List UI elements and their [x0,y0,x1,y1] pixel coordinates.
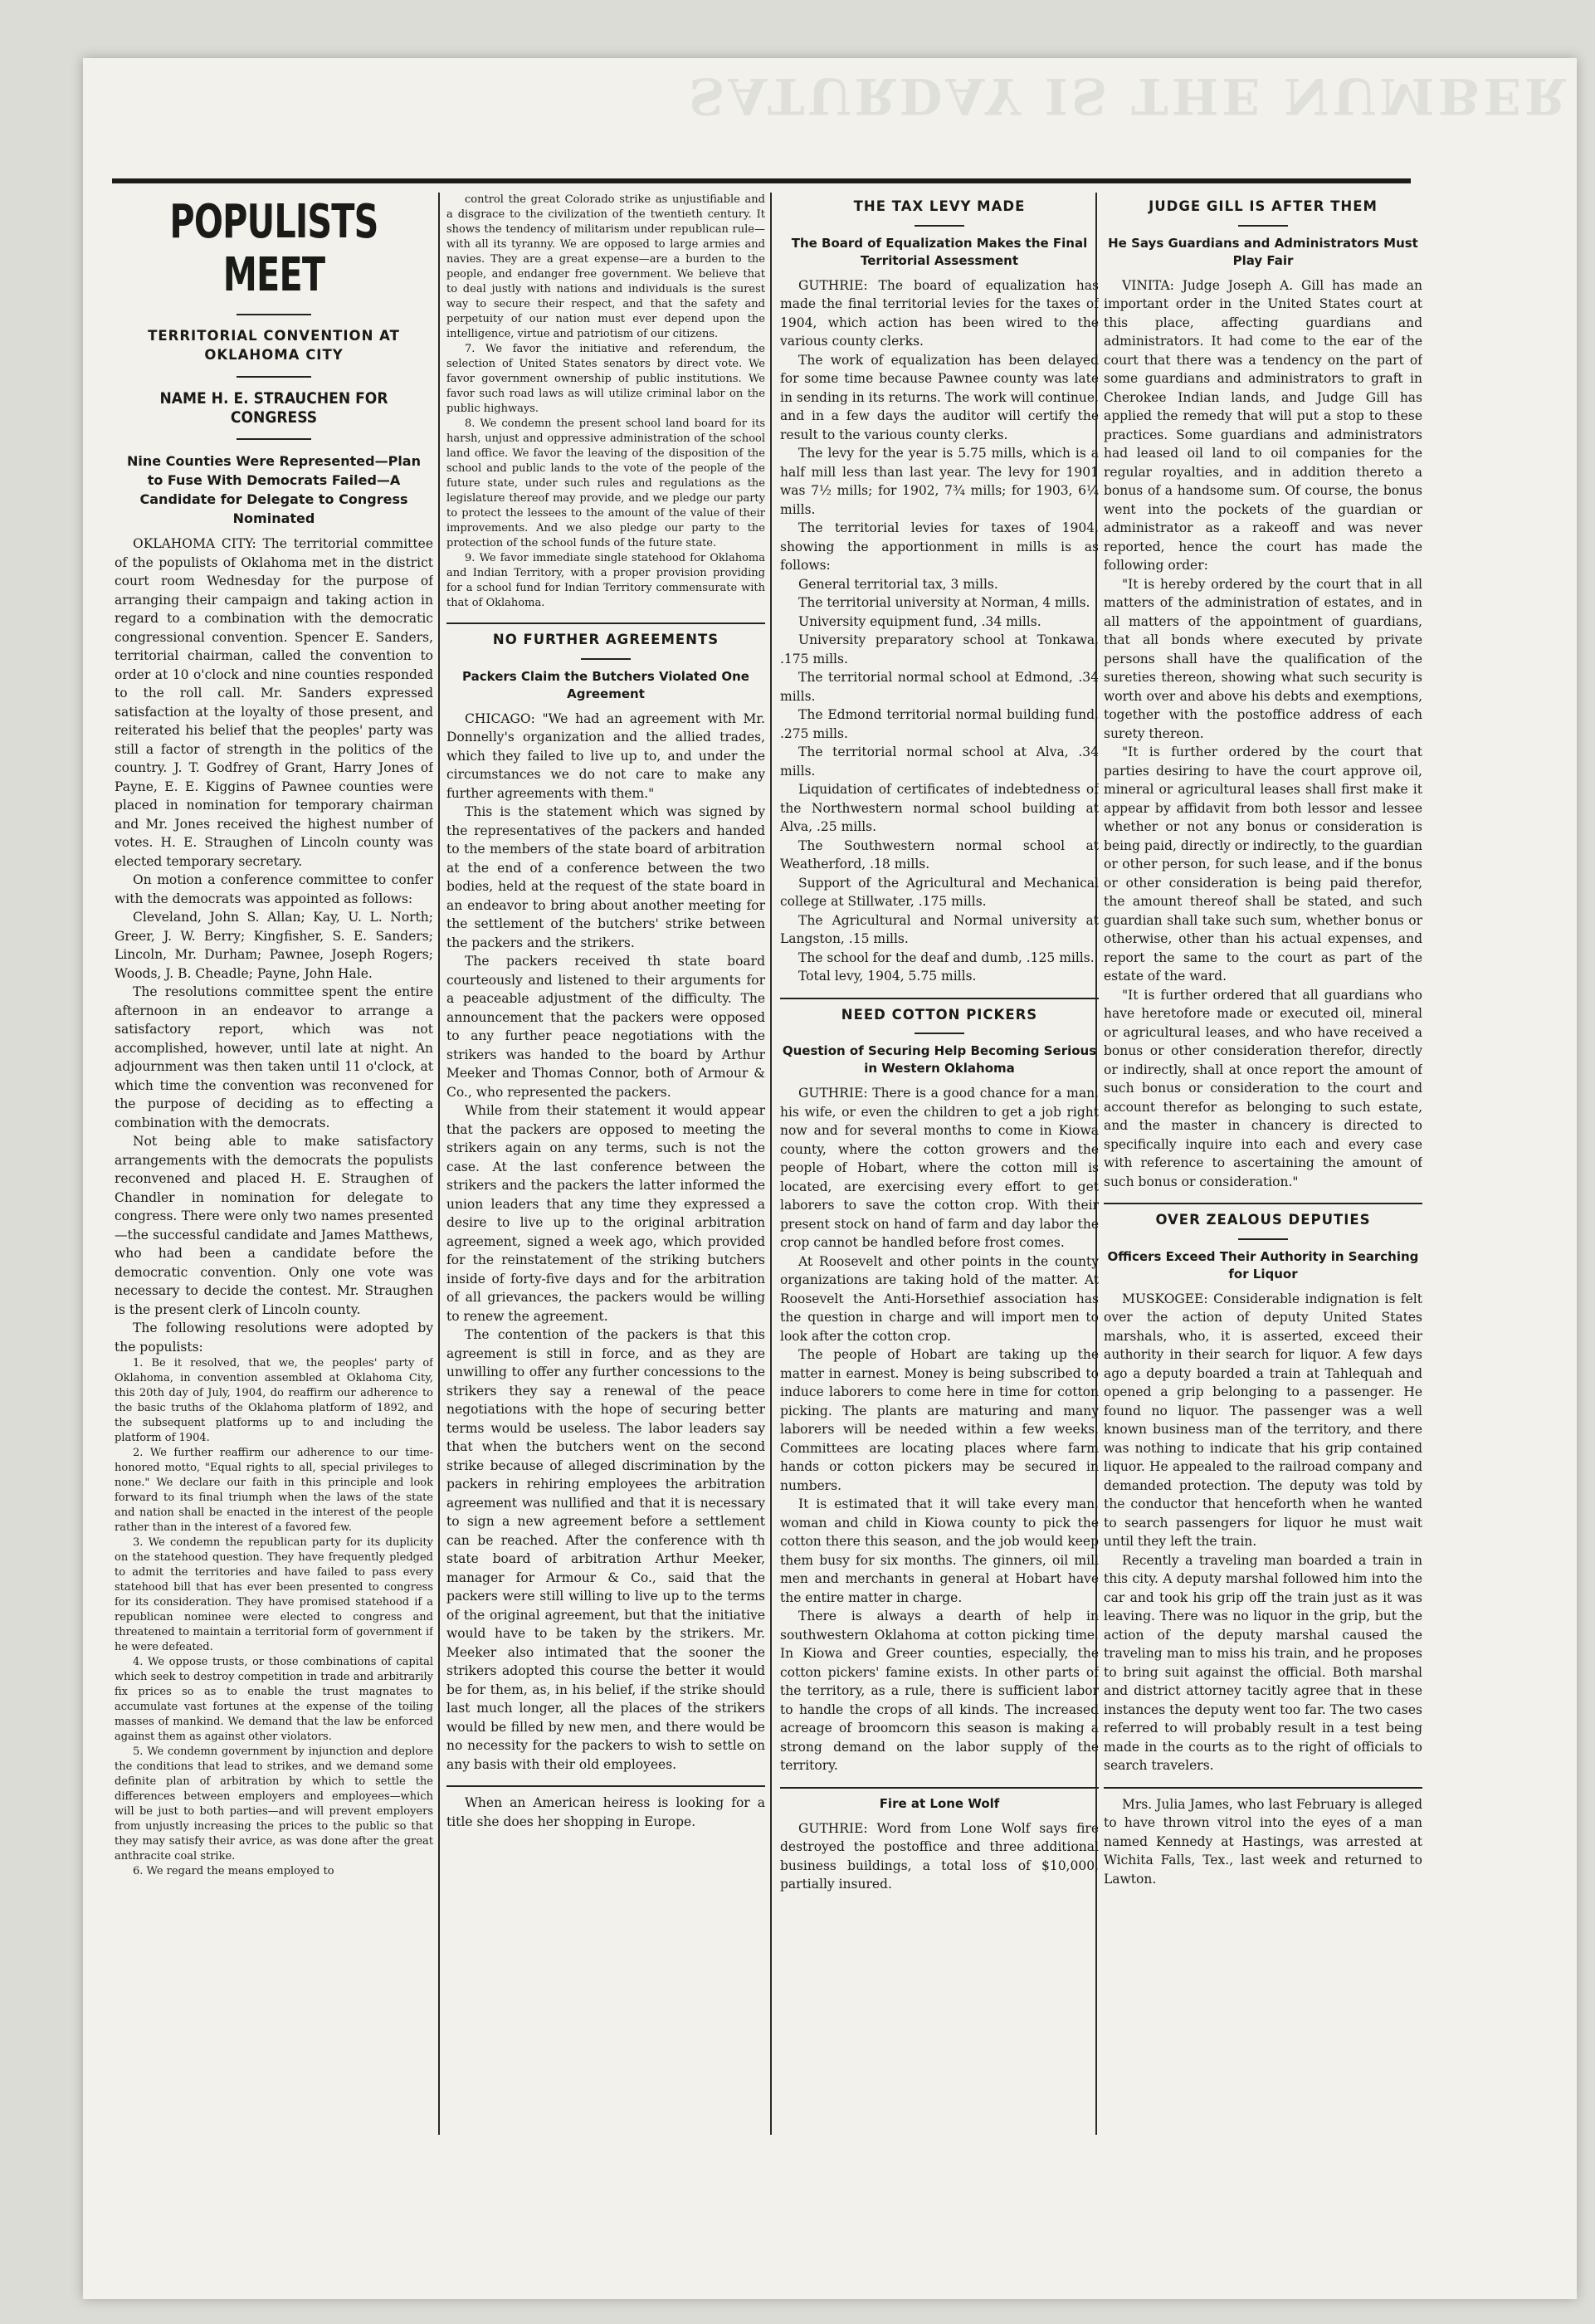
deck-territorial-convention: TERRITORIAL CONVENTION AT OKLAHOMA CITY [148,328,400,363]
paragraph: Cleveland, John S. Allan; Kay, U. L. North; Greer, J. W. Berry; Kingfisher, S. E. Sanders; Lincoln, Mr. Durham; Pawnee, Joseph Rogers; Woods, J. B. Cheadle; Payne, John Hale. [115,910,433,981]
divider [1238,225,1288,227]
deck-guardians: He Says Guardians and Administrators Must Play Fair [1108,235,1418,268]
paragraph: While from their statement it would appear that the packers are opposed to meeting the strikers again on any terms, such is not the case. At the last conference between the strikers and the packers the latter informed the union leaders that any time they expressed a desire to live up to the original arbitration agreement, signed a week ago, which provided for the reinstatement of the striking butchers inside of forty-five days and for the arbitration of all grievances, the packers would be willing to renew the agreement. [446,1103,765,1324]
divider [915,1033,964,1034]
paragraph: The following resolutions were adopted by the populists: [115,1321,433,1355]
levy-item: Liquidation of certificates of indebtedness of the Northwestern normal school building at Alva, .25 mills. [780,782,1099,834]
paragraph: "It is further ordered that all guardians who have heretofore made or executed oil, mineral or agricultural leases, and who have received a bonus or other consideration therefor, directly or indirectly, shall at once report the amount of such bonus or consideration to the court and account therefor as belonging to such estate, and the master in chancery is directed to specifically inquire into each and every case with reference to ascertaining the amount of such bonus or consideration." [1104,987,1422,1189]
paragraph: Mrs. Julia James, who last February is alleged to have thrown vitrol into the eyes of a man named Kennedy at Hastings, was arrested at Wichita Falls, Tex., last week and returned to Lawton. [1104,1796,1422,1887]
column-rule [770,193,772,2135]
deck-summary: Nine Counties Were Represented—Plan to Fuse With Democrats Failed—A Candidate for Delegate to Congress Nominated [126,453,421,526]
resolution: 5. We condemn government by injunction and deplore the conditions that lead to strikes, and we demand some definite plan of arbitration by which to settle the differences between employers and employees—which will be just to both parties—and will prevent employers from unjustly increasing the prices to the public so that they may satisfy their avrice, as was done after the great anthracite coal strike. [115,1745,433,1863]
paragraph: It is estimated that it will take every man, woman and child in Kiowa county to pick the cotton there this season, and the job would keep them busy for six months. The ginners, oil mill men and merchants in general at Hobart have the entire matter in charge. [780,1496,1099,1605]
paragraph: VINITA: Judge Joseph A. Gill has made an important order in the United States court at this place, affecting guardians and administrators. It had come to the ear of the court that there was a tendency on the part of some guardians and administrators to graft in Cherokee Indian lands, and Judge Gill has applied the remedy that will put a stop to these practices. Some guardians and administrators had leased oil land to oil companies for the regular royalties, and in addition thereto a bonus of a handsome sum. Of course, the bonus went into the pockets of the guardian or administrator as a rakeoff and was never reported, hence the court has made the following order: [1104,277,1422,573]
paragraph: At Roosevelt and other points in the county organizations are taking hold of the matter. At Roosevelt the Anti-Horsethief association has the question in charge and will import men to look after the cotton crop. [780,1253,1099,1344]
paragraph: The contention of the packers is that this agreement is still in force, and as they are unwilling to offer any further concessions to the strikers they say a renewal of the peace negotiations with the hope of securing better terms would be useless. The labor leaders say that when the butchers went on the second strike because of alleged discrimination by the packers in rehiring employees the arbitration agreement was nullified and that it is necessary to sign a new agreement before a settlement can be reached. After the conference with th state board of arbitration Arthur Meeker, manager for Armour & Co., said that the packers were still willing to live up to the terms of the original agreement, but that the initiative would have to be taken by the strikers. Mr. Meeker also intimated that the sooner the strikers adopted this course the better it would be for them, as, in his belief, if the strike should last much longer, all the places of the strikers would be filled by new men, and there would be no necessity for the packers to wish to settle on any basis with their old employees. [446,1327,765,1772]
levy-item: Total levy, 1904, 5.75 mills. [798,969,977,984]
paragraph: MUSKOGEE: Considerable indignation is felt over the action of deputy United States marshals, who, it is asserted, exceed their authority in their search for liquor. A few days ago a deputy boarded a train at Tahlequah and opened a grip belonging to a passenger. He found no liquor. The passenger was a well known business man of the territory, and there was nothing to indicate that his grip contained liquor. He appealed to the railroad company and demanded protection. The deputy was told by the conductor that henceforth when he wanted to search passengers for liquor he must wait until they left the train. [1104,1291,1422,1549]
deck-cotton: Question of Securing Help Becoming Serious in Western Oklahoma [782,1043,1097,1076]
deck-equalization: The Board of Equalization Makes the Final Territorial Assessment [791,235,1088,268]
headline-fire: Fire at Lone Wolf [879,1795,1000,1811]
deck-congress: NAME H. E. STRAUCHEN FOR CONGRESS [159,389,388,427]
paragraph: Recently a traveling man boarded a train in this city. A deputy marshal followed him into the car and took his grip off the train just as it was leaving. There was no liquor in the grip, but the action of the deputy marshal caused the traveling man to miss his train, and he proposes to bring suit against the official. Both marshal and district attorney tacitly agree that in these instances the deputy went too far. The two cases referred to will probably result in a test being made in the courts as to the right of officials to search travelers. [1104,1552,1422,1773]
headline-populists: POPULISTS MEET [169,195,378,302]
column-rule [438,193,440,2135]
section-rule [780,998,1099,999]
paragraph: Not being able to make satisfactory arrangements with the democrats the populists reconvened and placed H. E. Straughen of Chandler in nomination for delegate to congress. There were only two names presented—the successful candidate and James Matthews, who had been a candidate before the democratic convention. Only one vote was necessary to decide the contest. Mr. Straughen is the present clerk of Lincoln county. [115,1134,433,1317]
divider [1238,1238,1288,1240]
divider [237,438,311,440]
paragraph: "It is hereby ordered by the court that in all matters of the administration of estates, and in all matters of the appointment of guardians, that all bonds where executed by private persons shall have the qualification of the sureties thereon, showing what such security is worth over and above his debts and exemptions, together with the postoffice address of each surety thereon. [1104,576,1422,741]
deck-packers: Packers Claim the Butchers Violated One Agreement [462,668,749,701]
levy-item: The Edmond territorial normal building fund, .275 mills. [780,707,1099,741]
divider [237,376,311,378]
levy-item: The territorial normal school at Edmond, .34 mills. [780,670,1099,704]
section-rule [446,622,765,624]
section-rule [1104,1203,1422,1204]
levy-item: The Southwestern normal school at Weatherford, .18 mills. [780,837,1099,872]
levy-item: General territorial tax, 3 mills. [798,576,998,592]
resolution: 4. We oppose trusts, or those combinations of capital which seek to destroy competition in trade and arbitrarily fix prices so as to enable the trust magnates to accumulate vast fortunes at the expense of the toiling masses of mankind. We demand that the law be enforced against them as against other violators. [115,1656,433,1743]
levy-item: University preparatory school at Tonkawa, .175 mills. [780,632,1099,666]
levy-item: The territorial university at Norman, 4 mills. [798,595,1090,610]
resolution: 6. We regard the means employed to [133,1865,334,1877]
column-2 [446,193,765,2135]
headline-deputies: OVER ZEALOUS DEPUTIES [1155,1212,1371,1228]
paragraph: The resolutions committee spent the entire afternoon in an endeavor to arrange a satisfactory report, which was not accomplished, however, until late at night. An adjournment was then taken until 11 o'clock, at which time the convention was reconvened for the purpose of deciding as to effecting a combination with the democrats. [115,984,433,1130]
levy-item: Support of the Agricultural and Mechanical college at Stillwater, .175 mills. [780,875,1099,909]
filler-paragraph: When an American heiress is looking for a title she does her shopping in Europe. [446,1795,765,1829]
paragraph: "It is further ordered by the court that parties desiring to have the court approve oil, mineral or agricultural leases shall first make it appear by affidavit from both lessor and lessee whether or not any bonus or consideration is being paid, directly or indirectly, to the guardian or other person, for such lease, and if the bonus or other consideration is being paid therefor, the amount thereof shall be stated, and such guardian shall take such sum, whether bonus or otherwise, other than his actual expenses, and report the same to the court as part of the estate of the ward. [1104,745,1422,984]
section-rule [446,1785,765,1787]
levy-item: The school for the deaf and dumb, .125 mills. [798,950,1095,965]
levy-item: The Agricultural and Normal university at Langston, .15 mills. [780,912,1099,946]
deck-deputies: Officers Exceed Their Authority in Searching for Liquor [1107,1248,1419,1282]
headline-agreements: NO FURTHER AGREEMENTS [492,632,719,647]
divider [581,658,631,660]
paragraph: GUTHRIE: The board of equalization has made the final territorial levies for the taxes of 1904, which action has been wired to the various county clerks. [780,277,1099,349]
resolution: 9. We favor immediate single statehood for Oklahoma and Indian Territory, with a proper provision providing for a school fund for Indian Territory commensurate with that of Oklahoma. [446,552,765,609]
paragraph: The territorial levies for taxes of 1904, showing the apportionment in mills is as follows: [780,520,1099,573]
resolution: control the great Colorado strike as unjustifiable and a disgrace to the civilization of the twentieth century. It shows the tendency of militarism under republican rule—with all its tyranny. We are opposed to large armies and navies. They are a great expense—are a burden to the people, and endanger free government. We believe that to deal justly with nations and individuals is the surest way to secure their respect, and that the safety and perpetuity of our nation must ever depend upon the intelligence, virtue and patriotism of our citizens. [446,193,765,340]
resolution: 3. We condemn the republican party for its duplicity on the statehood question. They have frequently pledged to admit the territories and have failed to pass every statehood bill that has ever been presented to congress for its consideration. They have promised statehood if a republican nominee were elected to congress and threatened to maintain a territorial form of government if he were defeated. [115,1536,433,1653]
paragraph: OKLAHOMA CITY: The territorial committee of the populists of Oklahoma met in the district court room Wednesday for the purpose of arranging their campaign and taking action in regard to a combination with the democratic congressional convention. Spencer E. Sanders, territorial chairman, called the convention to order at 10 o'clock and nine counties responded to the roll call. Mr. Sanders expressed satisfaction at the loyalty of those present, and reiterated his belief that the peoples' party was still a factor of strength in the politics of the country. J. T. Godfrey of Grant, Harry Jones of Payne, E. E. Kiggins of Pawnee counties were placed in nomination for temporary chairman and Mr. Jones received the highest number of votes. H. E. Straughen of Lincoln county was elected temporary secretary. [115,536,433,869]
headline-cotton: NEED COTTON PICKERS [841,1006,1038,1023]
paragraph: The packers received th state board courteously and listened to their arguments for a peaceable adjustment of the difficulty. The announcement that the packers were opposed to any further peace negotiations with the strikers was handed to the board by Arthur Meeker and Thomas Connor, both of Armour & Co., who represented the packers. [446,954,765,1100]
paragraph: This is the statement which was signed by the representatives of the packers and handed to the members of the state board of arbitration at the end of a conference between the two bodies, held at the request of the state board in an endeavor to bring about another meeting for the settlement of the butchers' strike between the packers and the strikers. [446,804,765,950]
resolution: 7. We favor the initiative and referendum, the selection of United States senators by direct vote. We favor government ownership of public institutions. We favor such road laws as will utilize criminal labor on the public highways. [446,343,765,415]
paragraph: The people of Hobart are taking up the matter in earnest. Money is being subscribed to induce laborers to come here in time for cotton picking. The plants are maturing and many laborers will be needed within a few weeks. Committees are locating places where farm hands or cotton pickers may be secured in numbers. [780,1347,1099,1493]
headline-judge-gill: JUDGE GILL IS AFTER THEM [1149,198,1378,214]
paragraph: GUTHRIE: There is a good chance for a man, his wife, or even the children to get a job right now and for several months to come in Kiowa county, where the cotton growers and the people of Hobart, where the cotton mill is located, are exercising every effort to get laborers to save the cotton crop. With their present stock on hand of farm and day labor the crop cannot be handled before frost comes. [780,1086,1099,1250]
paragraph: The levy for the year is 5.75 mills, which is a half mill less than last year. The levy for 1901 was 7½ mills; for 1902, 7¾ mills; for 1903, 6¼ mills. [780,446,1099,517]
column-3 [780,193,1099,2135]
section-rule [1104,1787,1422,1789]
levy-item: The territorial normal school at Alva, .34 mills. [780,745,1099,779]
paragraph: On motion a conference committee to confer with the democrats was appointed as follows: [115,872,433,906]
paragraph: The work of equalization has been delayed for some time because Pawnee county was late in sending in its returns. The work will continue, and in a few days the auditor will certify the result to the various county clerks. [780,352,1099,442]
headline-tax-levy: THE TAX LEVY MADE [853,198,1026,214]
section-rule [780,1787,1099,1789]
column-4 [1104,193,1422,2135]
levy-item: University equipment fund, .34 mills. [798,613,1041,629]
column-1 [115,193,433,2135]
divider [237,314,311,315]
resolution: 8. We condemn the present school land board for its harsh, unjust and oppressive administration of the school land office. We favor the leaving of the disposition of the school and public lands to the vote of the people of the future state, under such rules and regulations as the legislature thereof may provide, and we pledge our party to protect the lessees to the amount of the value of their improvements. And we also pledge our party to the protection of the school funds of the future state. [446,417,765,549]
resolution: 2. We further reaffirm our adherence to our time-honored motto, "Equal rights to all, special privileges to none." We declare our faith in this principle and look forward to its final triumph when the laws of the state and nation shall be enacted in the interest of the people rather than in the interest of a favored few. [115,1447,433,1534]
top-rule [112,178,1411,183]
paragraph: GUTHRIE: Word from Lone Wolf says fire destroyed the postoffice and three additional business buildings, a total loss of $10,000, partially insured. [780,1820,1099,1892]
paragraph: There is always a dearth of help in southwestern Oklahoma at cotton picking time. In Kiowa and Greer counties, especially, the cotton pickers' famine exists. In other parts of the territory, as a rule, there is sufficient labor to handle the crops of all kinds. The increased acreage of broomcorn this season is making a strong demand on the labor supply of the territory. [780,1609,1099,1773]
bleed-through-header: SATURDAY IS THE NUMBER [689,66,1569,124]
paragraph: CHICAGO: "We had an agreement with Mr. Donnelly's organization and the allied trades, which they failed to live up to, and under the circumstances we do not care to make any further agreements with them." [446,710,765,801]
resolution: 1. Be it resolved, that we, the peoples' party of Oklahoma, in convention assembled at Oklahoma City, this 20th day of July, 1904, do reaffirm our adherence to the basic truths of the Oklahoma platform of 1892, and the subsequent platforms up to and including the platform of 1904. [115,1357,433,1444]
divider [915,225,964,227]
